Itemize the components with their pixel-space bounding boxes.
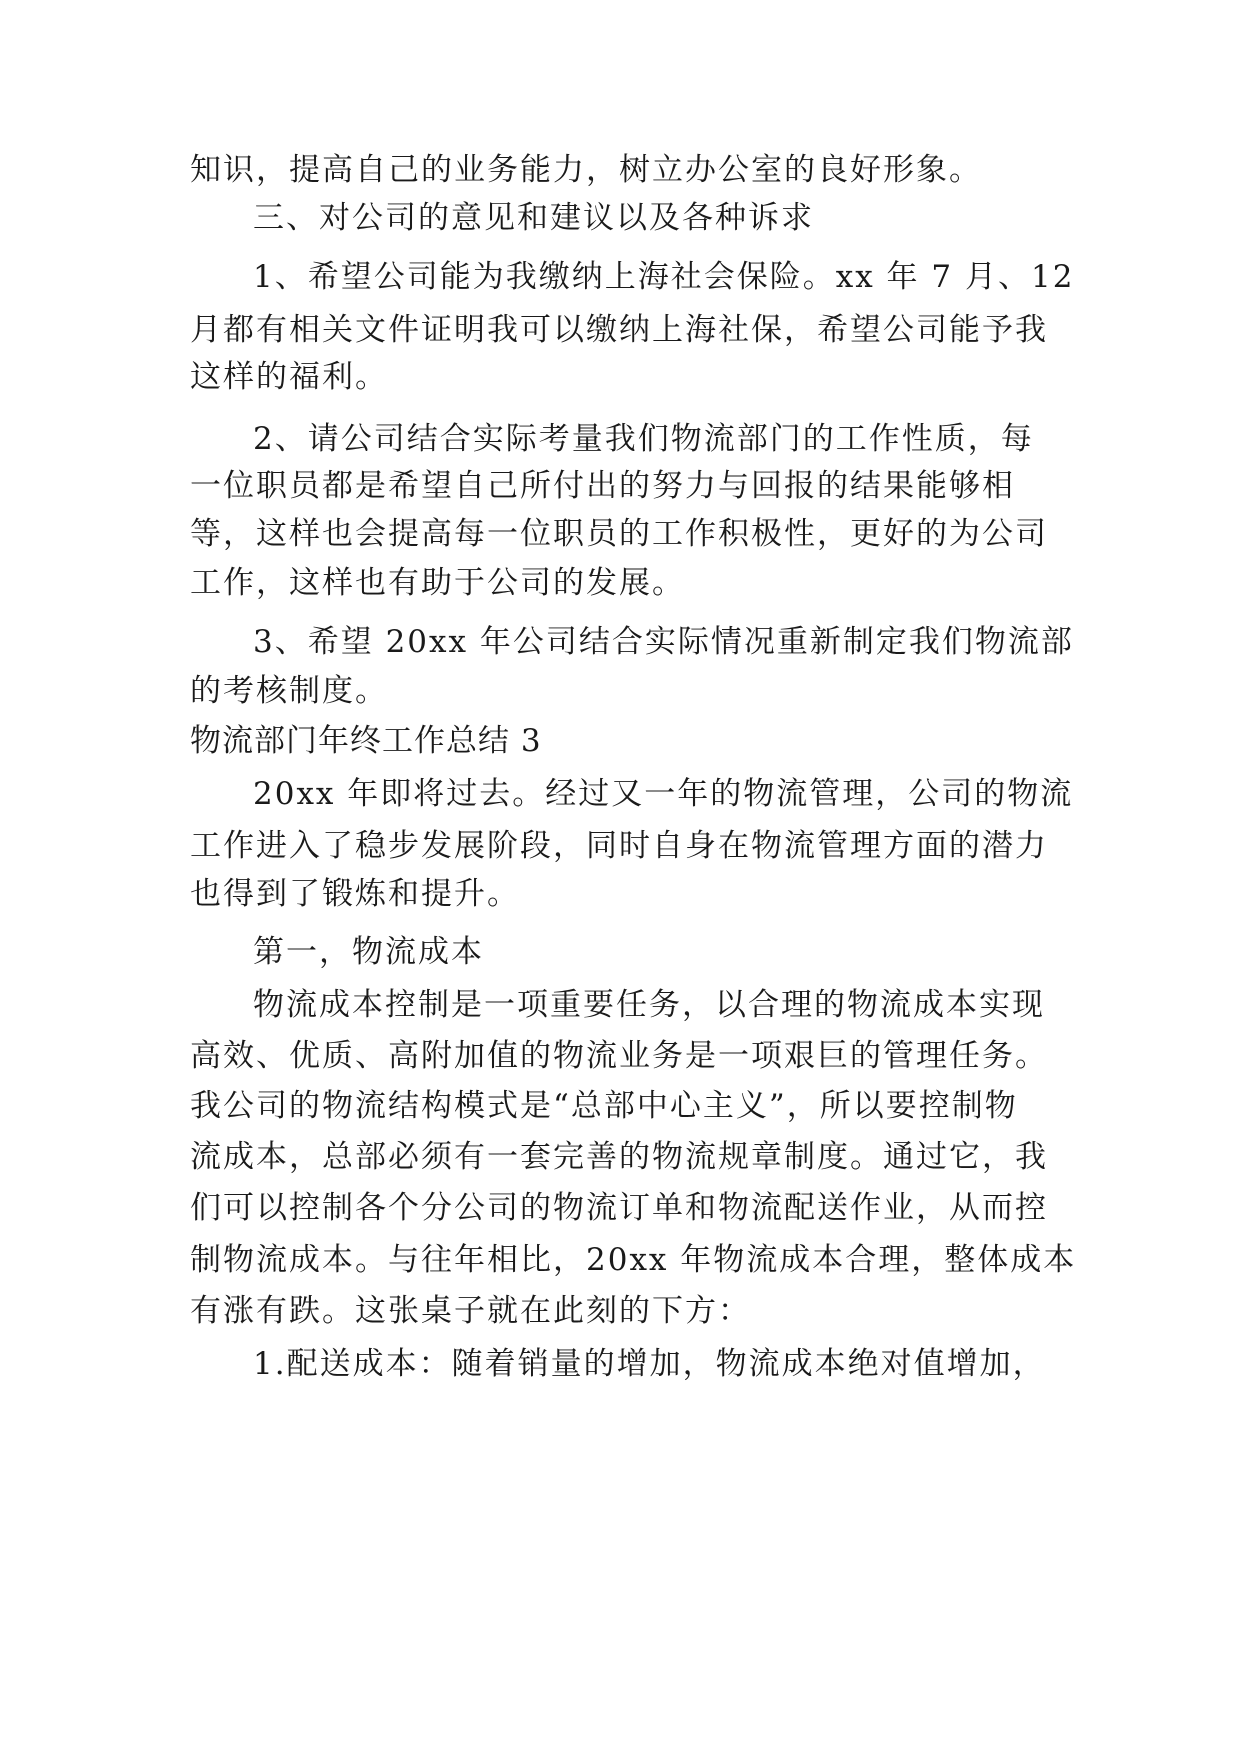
paragraph-line: 也得到了锻炼和提升。	[190, 876, 520, 912]
paragraph-line: 工作进入了稳步发展阶段，同时自身在物流管理方面的潜力	[190, 828, 1048, 864]
section-heading: 三、对公司的意见和建议以及各种诉求	[253, 200, 814, 236]
paragraph-line: 知识，提高自己的业务能力，树立办公室的良好形象。	[190, 152, 982, 188]
paragraph-line: 工作，这样也有助于公司的发展。	[190, 565, 685, 601]
section-title: 物流部门年终工作总结 3	[190, 723, 542, 759]
paragraph-line: 我公司的物流结构模式是“总部中心主义”，所以要控制物	[190, 1088, 1018, 1124]
paragraph-line: 1.配送成本：随着销量的增加，物流成本绝对值增加，	[253, 1346, 1046, 1382]
paragraph-line: 月都有相关文件证明我可以缴纳上海社保，希望公司能予我	[190, 312, 1048, 348]
paragraph-line: 2、请公司结合实际考量我们物流部门的工作性质，每	[253, 421, 1034, 457]
paragraph-line: 等，这样也会提高每一位职员的工作积极性，更好的为公司	[190, 516, 1048, 552]
paragraph-line: 的考核制度。	[190, 673, 388, 709]
paragraph-line: 1、希望公司能为我缴纳上海社会保险。xx 年 7 月、12	[253, 259, 1075, 295]
paragraph-line: 有涨有跌。这张桌子就在此刻的下方：	[190, 1293, 751, 1329]
paragraph-line: 一位职员都是希望自己所付出的努力与回报的结果能够相	[190, 468, 1015, 504]
paragraph-line: 们可以控制各个分公司的物流订单和物流配送作业，从而控	[190, 1190, 1048, 1226]
paragraph-line: 制物流成本。与往年相比，20xx 年物流成本合理，整体成本	[190, 1242, 1077, 1278]
paragraph-line: 流成本，总部必须有一套完善的物流规章制度。通过它，我	[190, 1139, 1048, 1175]
subsection-heading: 第一，物流成本	[253, 934, 484, 970]
paragraph-line: 3、希望 20xx 年公司结合实际情况重新制定我们物流部	[253, 624, 1074, 660]
paragraph-line: 20xx 年即将过去。经过又一年的物流管理，公司的物流	[253, 776, 1074, 812]
paragraph-line: 高效、优质、高附加值的物流业务是一项艰巨的管理任务。	[190, 1038, 1048, 1074]
paragraph-line: 物流成本控制是一项重要任务，以合理的物流成本实现	[253, 987, 1045, 1023]
paragraph-line: 这样的福利。	[190, 359, 388, 395]
